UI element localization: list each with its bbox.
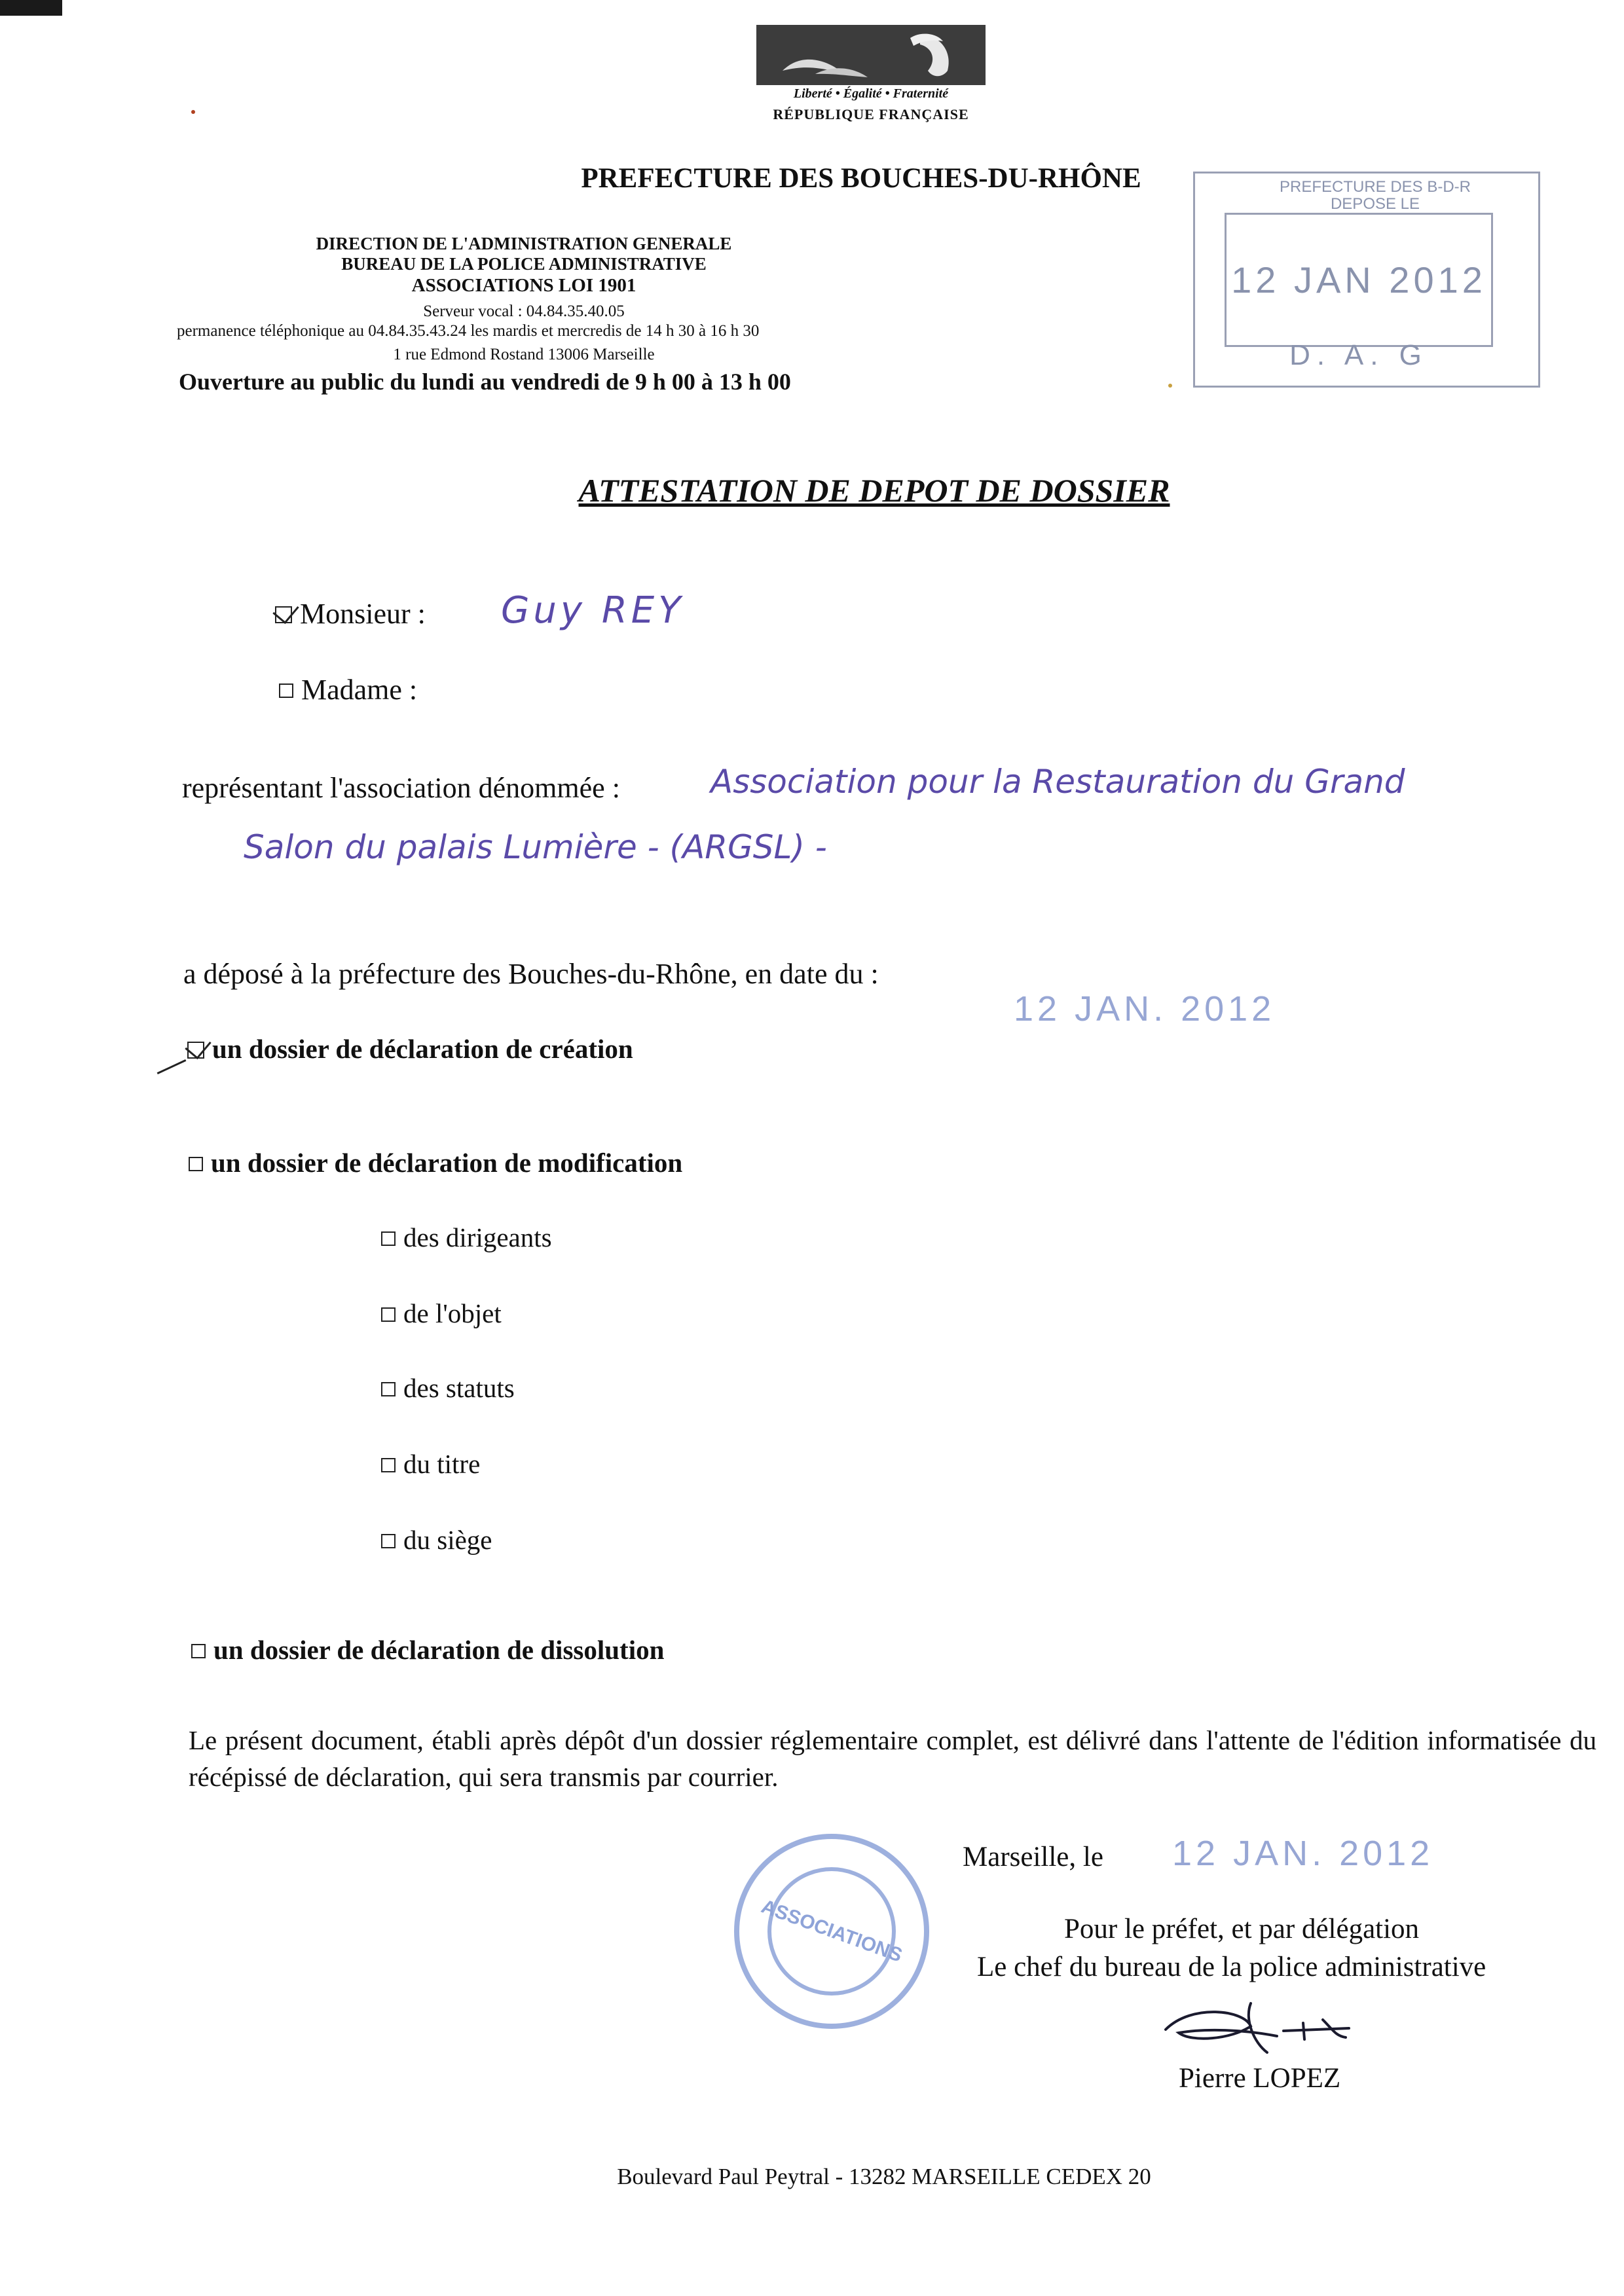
option-modification: [189, 1147, 682, 1178]
prefecture-title: PREFECTURE DES BOUCHES-DU-RHÔNE: [581, 163, 1141, 194]
dirigeants-label: des dirigeants: [403, 1222, 552, 1252]
document-title: ATTESTATION DE DEPOT DE DOSSIER: [578, 472, 1170, 509]
option-creation: [187, 1033, 633, 1065]
objet-checkbox[interactable]: [381, 1307, 396, 1322]
dissolution-checkbox[interactable]: [191, 1644, 206, 1658]
dirigeants-checkbox[interactable]: [381, 1231, 396, 1246]
deposit-date-stamp: 12 JAN. 2012: [1014, 989, 1276, 1029]
modification-sub-dirigeants: [381, 1222, 552, 1253]
statuts-checkbox[interactable]: [381, 1382, 396, 1396]
siege-checkbox[interactable]: [381, 1534, 396, 1548]
option-dissolution: [191, 1634, 664, 1666]
monsieur-row: [275, 597, 426, 630]
signature-place: Marseille, le: [963, 1842, 1103, 1872]
header-associations: ASSOCIATIONS LOI 1901: [411, 275, 637, 296]
madame-label: Madame :: [301, 674, 418, 706]
monsieur-name-handwritten: Guy REY: [501, 589, 685, 632]
creation-checkbox[interactable]: [187, 1042, 204, 1059]
signature-date-stamp: 12 JAN. 2012: [1172, 1834, 1434, 1873]
association-label: représentant l'association dénommée :: [182, 772, 620, 804]
siege-label: du siège: [403, 1525, 492, 1555]
association-name-line1: Association pour la Restauration du Grand: [710, 763, 1405, 801]
monsieur-checkbox[interactable]: [275, 606, 292, 623]
logo-motto: Liberté • Égalité • Fraternité: [793, 86, 949, 101]
signatory-name: Pierre LOPEZ: [1179, 2063, 1341, 2094]
madame-row: [279, 673, 417, 706]
header-permanence: permanence téléphonique au 04.84.35.43.24 les mardis et mercredis de 14 h 30 à 16 h 30: [177, 322, 760, 340]
deposit-label: a déposé à la préfecture des Bouches-du-Rhône, en date du :: [183, 958, 879, 990]
notice-paragraph: Le présent document, établi après dépôt d'un dossier réglementaire complet, est délivré dans l'attente de l'édition informatisée du récépissé de déclaration, qui sera transmis par courrier.: [189, 1725, 1596, 1792]
marianne-logo: [756, 25, 986, 85]
header-opening-hours: Ouverture au public du lundi au vendredi de 9 h 00 à 13 h 00: [179, 369, 791, 395]
header-bureau: BUREAU DE LA POLICE ADMINISTRATIVE: [341, 254, 707, 274]
creation-pen-stroke: [157, 1059, 187, 1074]
creation-label: un dossier de déclaration de création: [212, 1034, 633, 1064]
madame-checkbox[interactable]: [279, 683, 293, 698]
dissolution-label: un dossier de déclaration de dissolution: [213, 1635, 665, 1665]
statuts-label: des statuts: [403, 1373, 515, 1403]
titre-label: du titre: [403, 1449, 481, 1479]
titre-checkbox[interactable]: [381, 1458, 396, 1472]
signature-role: Le chef du bureau de la police administrative: [977, 1952, 1486, 1982]
header-direction: DIRECTION DE L'ADMINISTRATION GENERALE: [316, 234, 732, 253]
monsieur-label: Monsieur :: [300, 598, 426, 630]
association-seal: [730, 1830, 933, 2033]
received-stamp-date: 12 JAN 2012: [1231, 259, 1486, 301]
header-address: 1 rue Edmond Rostand 13006 Marseille: [393, 346, 655, 363]
received-stamp-line1: PREFECTURE DES B-D-R: [1279, 178, 1471, 196]
received-stamp-line2: DEPOSE LE: [1330, 195, 1420, 213]
scan-speck: [191, 110, 195, 114]
modification-sub-siege: [381, 1524, 492, 1556]
logo-republic: RÉPUBLIQUE FRANÇAISE: [773, 106, 969, 122]
header-server: Serveur vocal : 04.84.35.40.05: [423, 302, 625, 320]
objet-label: de l'objet: [403, 1298, 502, 1328]
footer-address: Boulevard Paul Peytral - 13282 MARSEILLE CEDEX 20: [617, 2164, 1151, 2189]
modification-label: un dossier de déclaration de modification: [211, 1148, 683, 1178]
scan-speck: [1168, 384, 1172, 388]
modification-sub-objet: [381, 1298, 502, 1329]
handwritten-signature: [1153, 1990, 1369, 2062]
received-stamp-dept: D. A. G: [1289, 339, 1428, 371]
modification-checkbox[interactable]: [189, 1157, 203, 1171]
modification-sub-titre: [381, 1448, 480, 1480]
modification-sub-statuts: [381, 1372, 515, 1404]
scan-corner-mark: [0, 0, 62, 16]
seal-text: ASSOCIATIONS: [758, 1895, 906, 1967]
association-name-line2: Salon du palais Lumière - (ARGSL) -: [244, 828, 827, 866]
signature-for-prefect: Pour le préfet, et par délégation: [1064, 1914, 1420, 1944]
